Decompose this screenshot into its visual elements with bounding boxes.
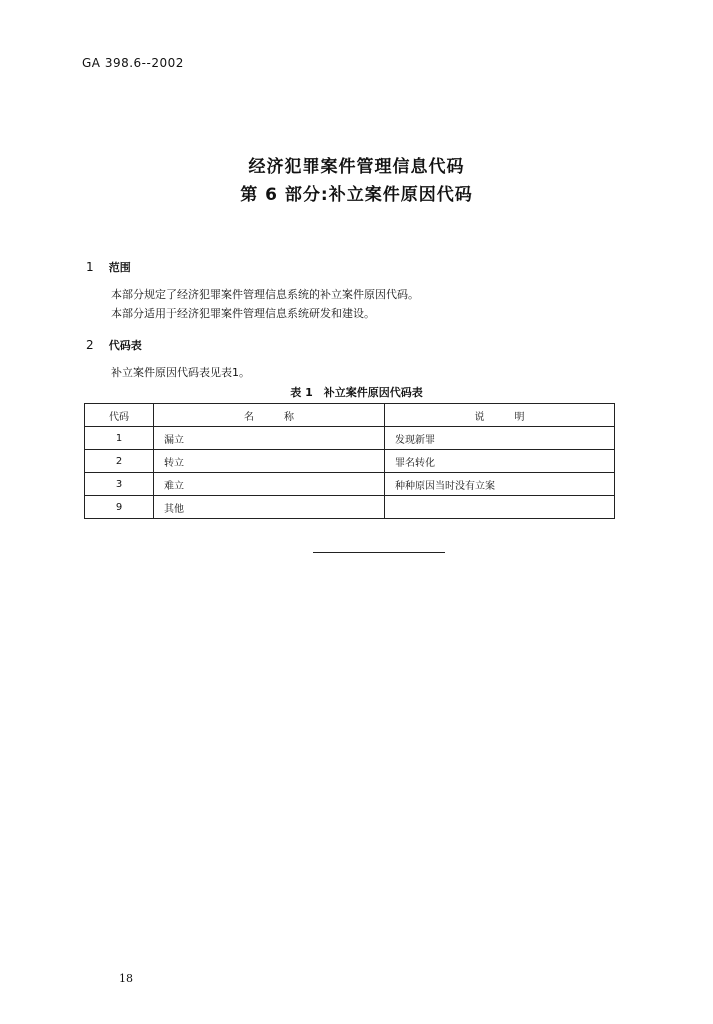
paragraph: 补立案件原因代码表见表1。 [111, 366, 250, 379]
code-cell: 2 [85, 450, 154, 473]
description-cell [385, 496, 615, 519]
name-cell: 其他 [154, 496, 385, 519]
section-title: 代码表 [108, 339, 142, 352]
code-cell: 9 [85, 496, 154, 519]
section-2-heading [86, 334, 142, 353]
section-title: 范围 [108, 261, 131, 274]
name-cell: 转立 [154, 450, 385, 473]
paragraph: 本部分适用于经济犯罪案件管理信息系统研发和建设。 [111, 307, 375, 320]
paragraph: 本部分规定了经济犯罪案件管理信息系统的补立案件原因代码。 [111, 288, 419, 301]
code-cell: 1 [85, 427, 154, 450]
code-table [84, 403, 615, 519]
table-caption: 表 1 补立案件原因代码表 [290, 386, 423, 399]
table-row [85, 450, 615, 473]
section-number: 1 [86, 260, 94, 274]
document-subtitle: 第 6 部分:补立案件原因代码 [240, 185, 473, 205]
section-1-heading [86, 256, 131, 275]
table-row [85, 496, 615, 519]
section-number: 2 [86, 338, 94, 352]
standard-code: GA 398.6--2002 [82, 56, 184, 70]
name-cell: 漏立 [154, 427, 385, 450]
table-header-row [85, 404, 615, 427]
column-header-name: 名 称 [154, 404, 385, 427]
table-row [85, 427, 615, 450]
description-cell: 种种原因当时没有立案 [385, 473, 615, 496]
code-cell: 3 [85, 473, 154, 496]
document-title: 经济犯罪案件管理信息代码 [248, 157, 465, 177]
column-header-description: 说 明 [385, 404, 615, 427]
table-row [85, 473, 615, 496]
column-header-code: 代码 [85, 404, 154, 427]
description-cell: 发现新罪 [385, 427, 615, 450]
description-cell: 罪名转化 [385, 450, 615, 473]
name-cell: 难立 [154, 473, 385, 496]
end-rule [313, 552, 445, 553]
page-number: 18 [119, 972, 133, 985]
